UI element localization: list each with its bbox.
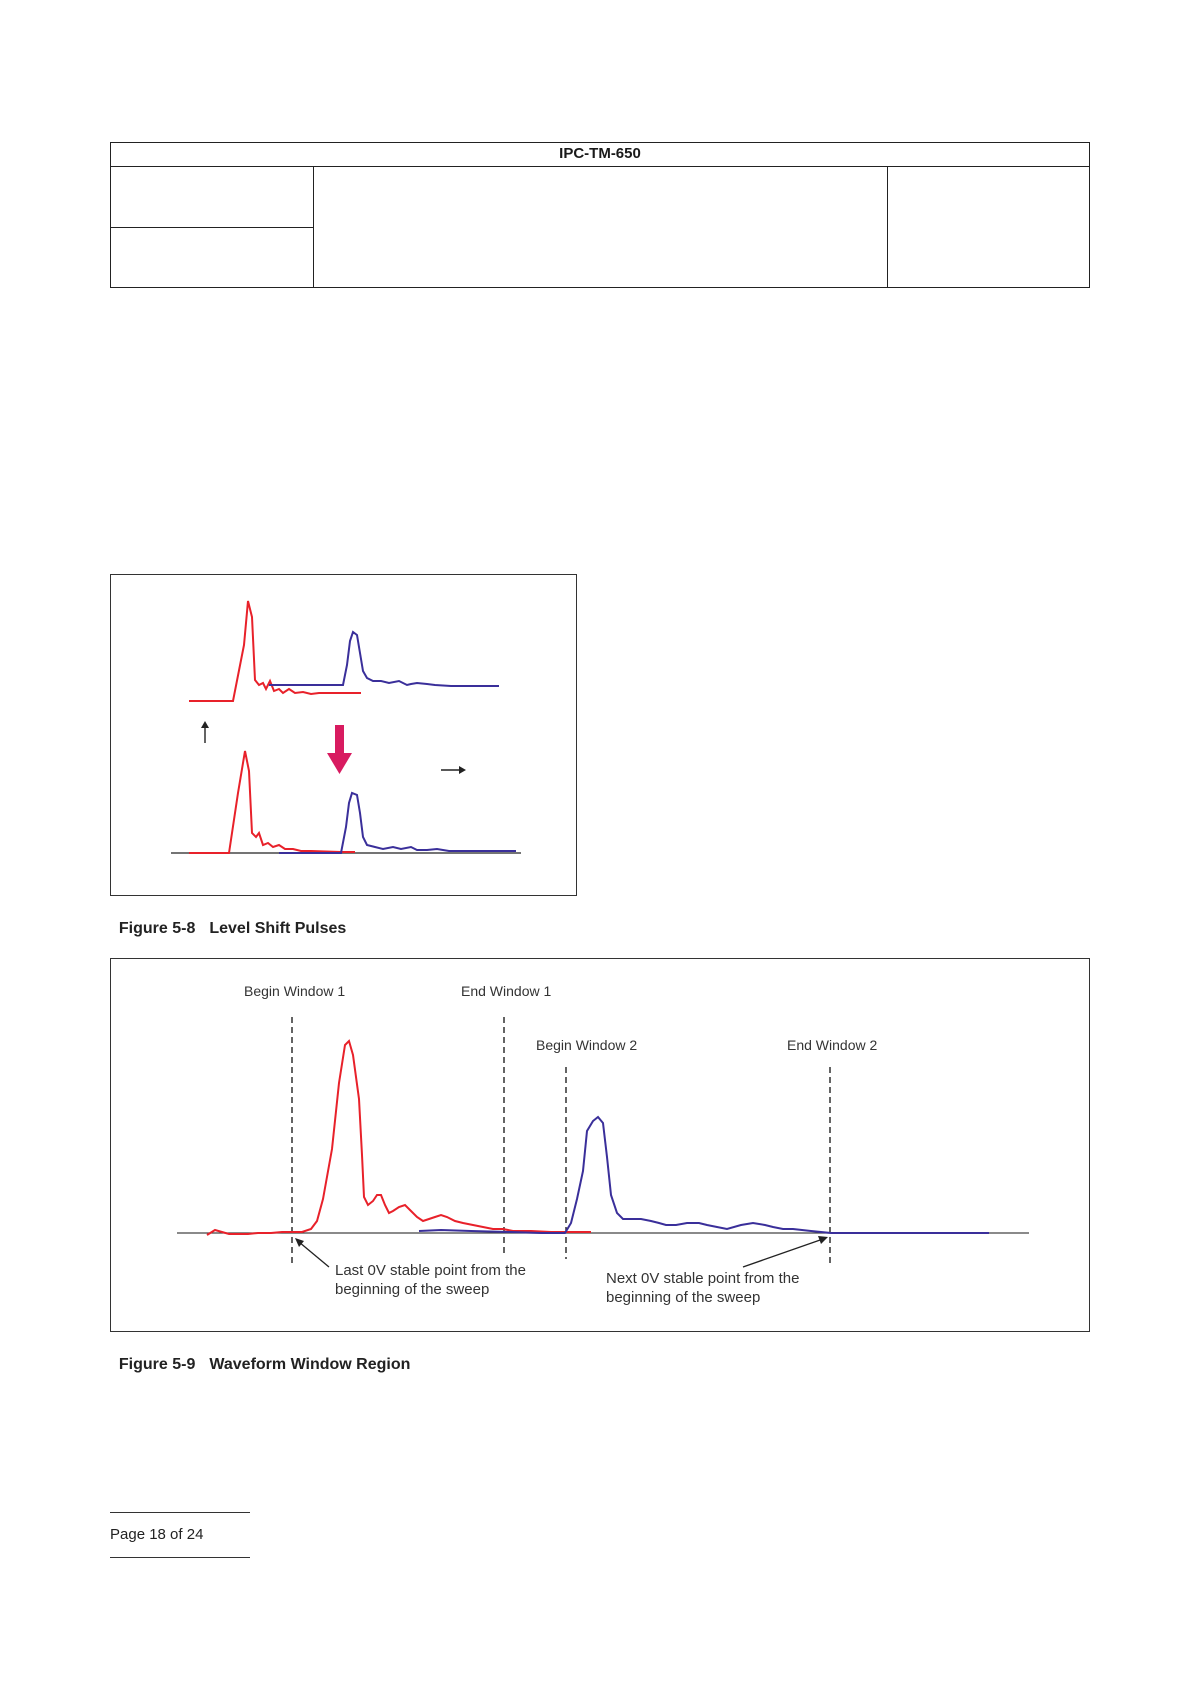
footer-rule-bottom xyxy=(110,1557,250,1558)
last-stable-point-text-2: beginning of the sweep xyxy=(335,1281,490,1298)
figure-5-8-caption xyxy=(110,902,346,938)
footer-rule-top xyxy=(110,1512,250,1513)
figure-5-9-number: Figure 5-9 xyxy=(118,1356,196,1373)
document-title: IPC-TM-650 xyxy=(111,143,1089,167)
figure-5-8-number: Figure 5-8 xyxy=(118,920,196,937)
arrow-down-icon xyxy=(327,725,352,774)
last-stable-point-arrow xyxy=(295,1238,329,1267)
window-2-pulse xyxy=(419,1117,989,1233)
figure-5-9-graphic xyxy=(111,959,1091,1333)
figure-5-8-graphic xyxy=(111,575,578,897)
header-cell-right xyxy=(888,167,1088,287)
arrow-up-icon xyxy=(201,721,209,743)
header-cell-left-bottom xyxy=(111,228,314,287)
next-stable-point-arrow xyxy=(743,1236,828,1267)
header-table xyxy=(110,142,1090,288)
header-cell-left-top xyxy=(111,167,314,228)
header-cell-center xyxy=(314,167,888,287)
window-1-pulse xyxy=(207,1041,591,1235)
arrow-right-icon xyxy=(441,766,466,774)
begin-window-2-label: Begin Window 2 xyxy=(536,1037,638,1053)
top-blue-pulse xyxy=(269,632,499,686)
page-number: Page 18 of 24 xyxy=(110,1526,204,1543)
bottom-blue-pulse xyxy=(279,793,516,853)
end-window-1-label: End Window 1 xyxy=(461,983,552,999)
figure-5-9-caption xyxy=(110,1338,410,1374)
next-stable-point-text-2: beginning of the sweep xyxy=(606,1289,761,1306)
bottom-red-pulse xyxy=(189,751,355,853)
begin-window-1-label: Begin Window 1 xyxy=(244,983,346,999)
figure-5-9-box xyxy=(110,958,1090,1332)
figure-5-8-box xyxy=(110,574,577,896)
figure-5-9-title: Waveform Window Region xyxy=(209,1356,411,1373)
last-stable-point-text-1: Last 0V stable point from the xyxy=(335,1262,526,1279)
next-stable-point-text-1: Next 0V stable point from the xyxy=(606,1270,800,1287)
end-window-2-label: End Window 2 xyxy=(787,1037,878,1053)
figure-5-8-title: Level Shift Pulses xyxy=(209,920,347,937)
